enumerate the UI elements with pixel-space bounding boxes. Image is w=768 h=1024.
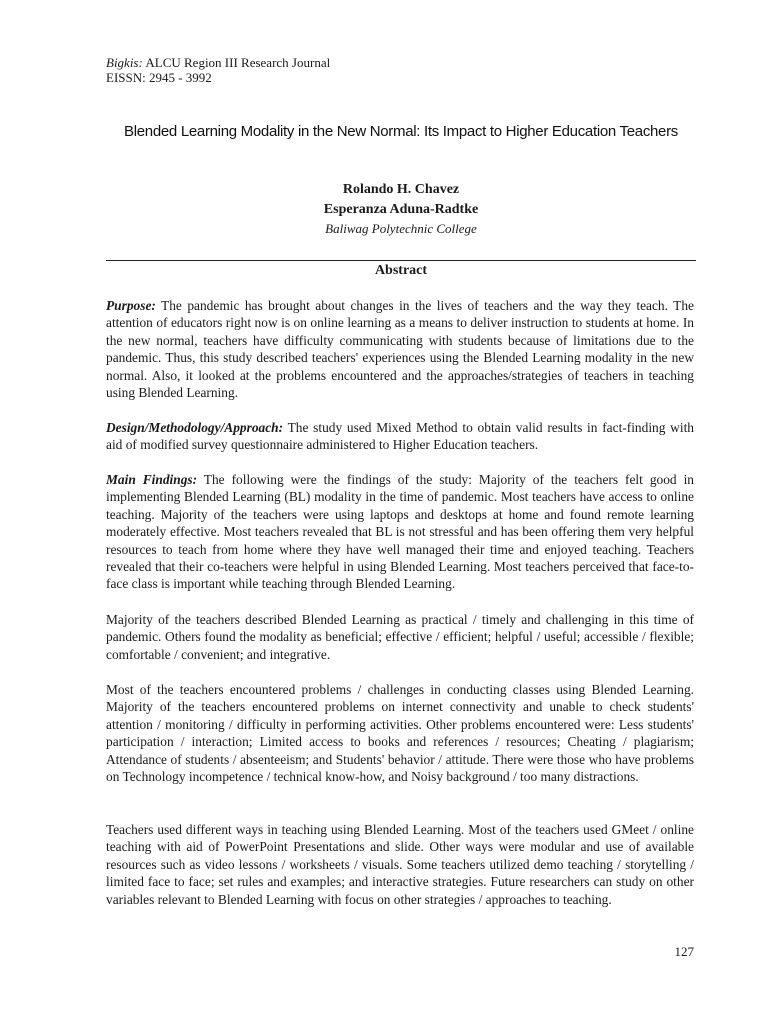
page-number: 127 [674,944,694,959]
paragraph-lead: Purpose: [106,298,156,313]
abstract-problems-paragraph: Most of the teachers encountered problems / challenges in conducting classes using Blended Learning. Majority of the teachers encountered problems on internet connectivity and unable to check students' attention / monitoring / difficulty in performing activities. Other problems encountered were: Less students' participation / interaction; Limited access to books and references / resources; Cheating / plagiarism; Attendance of students / absenteeism; and Students' behavior / attitude. There were those who have problems on Technology incompetence / technical know-how, and Noisy background / too many distractions. [106,682,694,785]
paper-title: Blended Learning Modality in the New Normal: Its Impact to Higher Education Teachers [124,123,678,140]
author-name: Rolando H. Chavez [342,182,460,197]
eissn: EISSN: 2945 - 3992 [106,70,212,85]
author-block [106,180,696,239]
abstract-design-paragraph [106,419,694,454]
paragraph-text: The pandemic has brought about changes in the lives of teachers and the way they teach. The attention of educators right now is on online learning as a means to deliver instruction to students at home. In the new normal, teachers have difficulty communicating with students because of limitations due to the pandemic. Thus, this study described teachers' experiences using the Blended Learning modality in the new normal. Also, it looked at the problems encountered and the approaches/strategies of teachers in teaching using Blended Learning. [106,298,694,401]
paragraph-lead: Main Findings: [106,472,198,487]
paragraph-text: The following were the findings of the study: Majority of the teachers felt good in implementing Blended Learning (BL) modality in the time of pandemic. Most teachers have access to online teaching. Majority of the teachers were using laptops and desktops at home and found remote learning moderately effective. Most teachers revealed that BL is not stressful and has been offering them very helpful resources to teach from home where they have well managed their time and enjoyed teaching. Teachers revealed that their co-teachers were helpful in using Blended Learning. Most teachers perceived that face-to-face class is important while teaching through Blended Learning. [106,472,695,592]
abstract-heading: Abstract [374,263,428,278]
journal-name-rest: ALCU Region III Research Journal [142,55,331,70]
author-name: Esperanza Aduna-Radtke [323,201,479,217]
running-header [106,55,330,85]
affiliation: Baliwag Polytechnic College [325,221,477,236]
journal-name: Bigkis: [106,55,143,70]
paragraph-lead: Design/Methodology/Approach: [106,420,284,435]
journal-title-line [106,55,330,70]
abstract-findings-paragraph [106,471,694,593]
paragraph-text: The study used Mixed Method to obtain valid results in fact-finding with aid of modified survey questionnaire administered to Higher Education teachers. [106,420,694,453]
abstract-purpose-paragraph [106,297,694,401]
divider [106,260,696,261]
abstract-ways-paragraph: Teachers used different ways in teaching using Blended Learning. Most of the teachers used GMeet / online teaching with aid of PowerPoint Presentations and slide. Other ways were modular and use of available resources such as video lessons / worksheets / visuals. Some teachers utilized demo teaching / storytelling / limited face to face; set rules and examples; and interactive strategies. Future researchers can study on other variables relevant to Blended Learning with focus on other strategies / approaches to teaching. [106,822,694,907]
abstract-description-paragraph: Majority of the teachers described Blended Learning as practical / timely and challenging in this time of pandemic. Others found the modality as beneficial; effective / efficient; helpful / useful; accessible / flexible; comfortable / convenient; and integrative. [106,612,694,662]
